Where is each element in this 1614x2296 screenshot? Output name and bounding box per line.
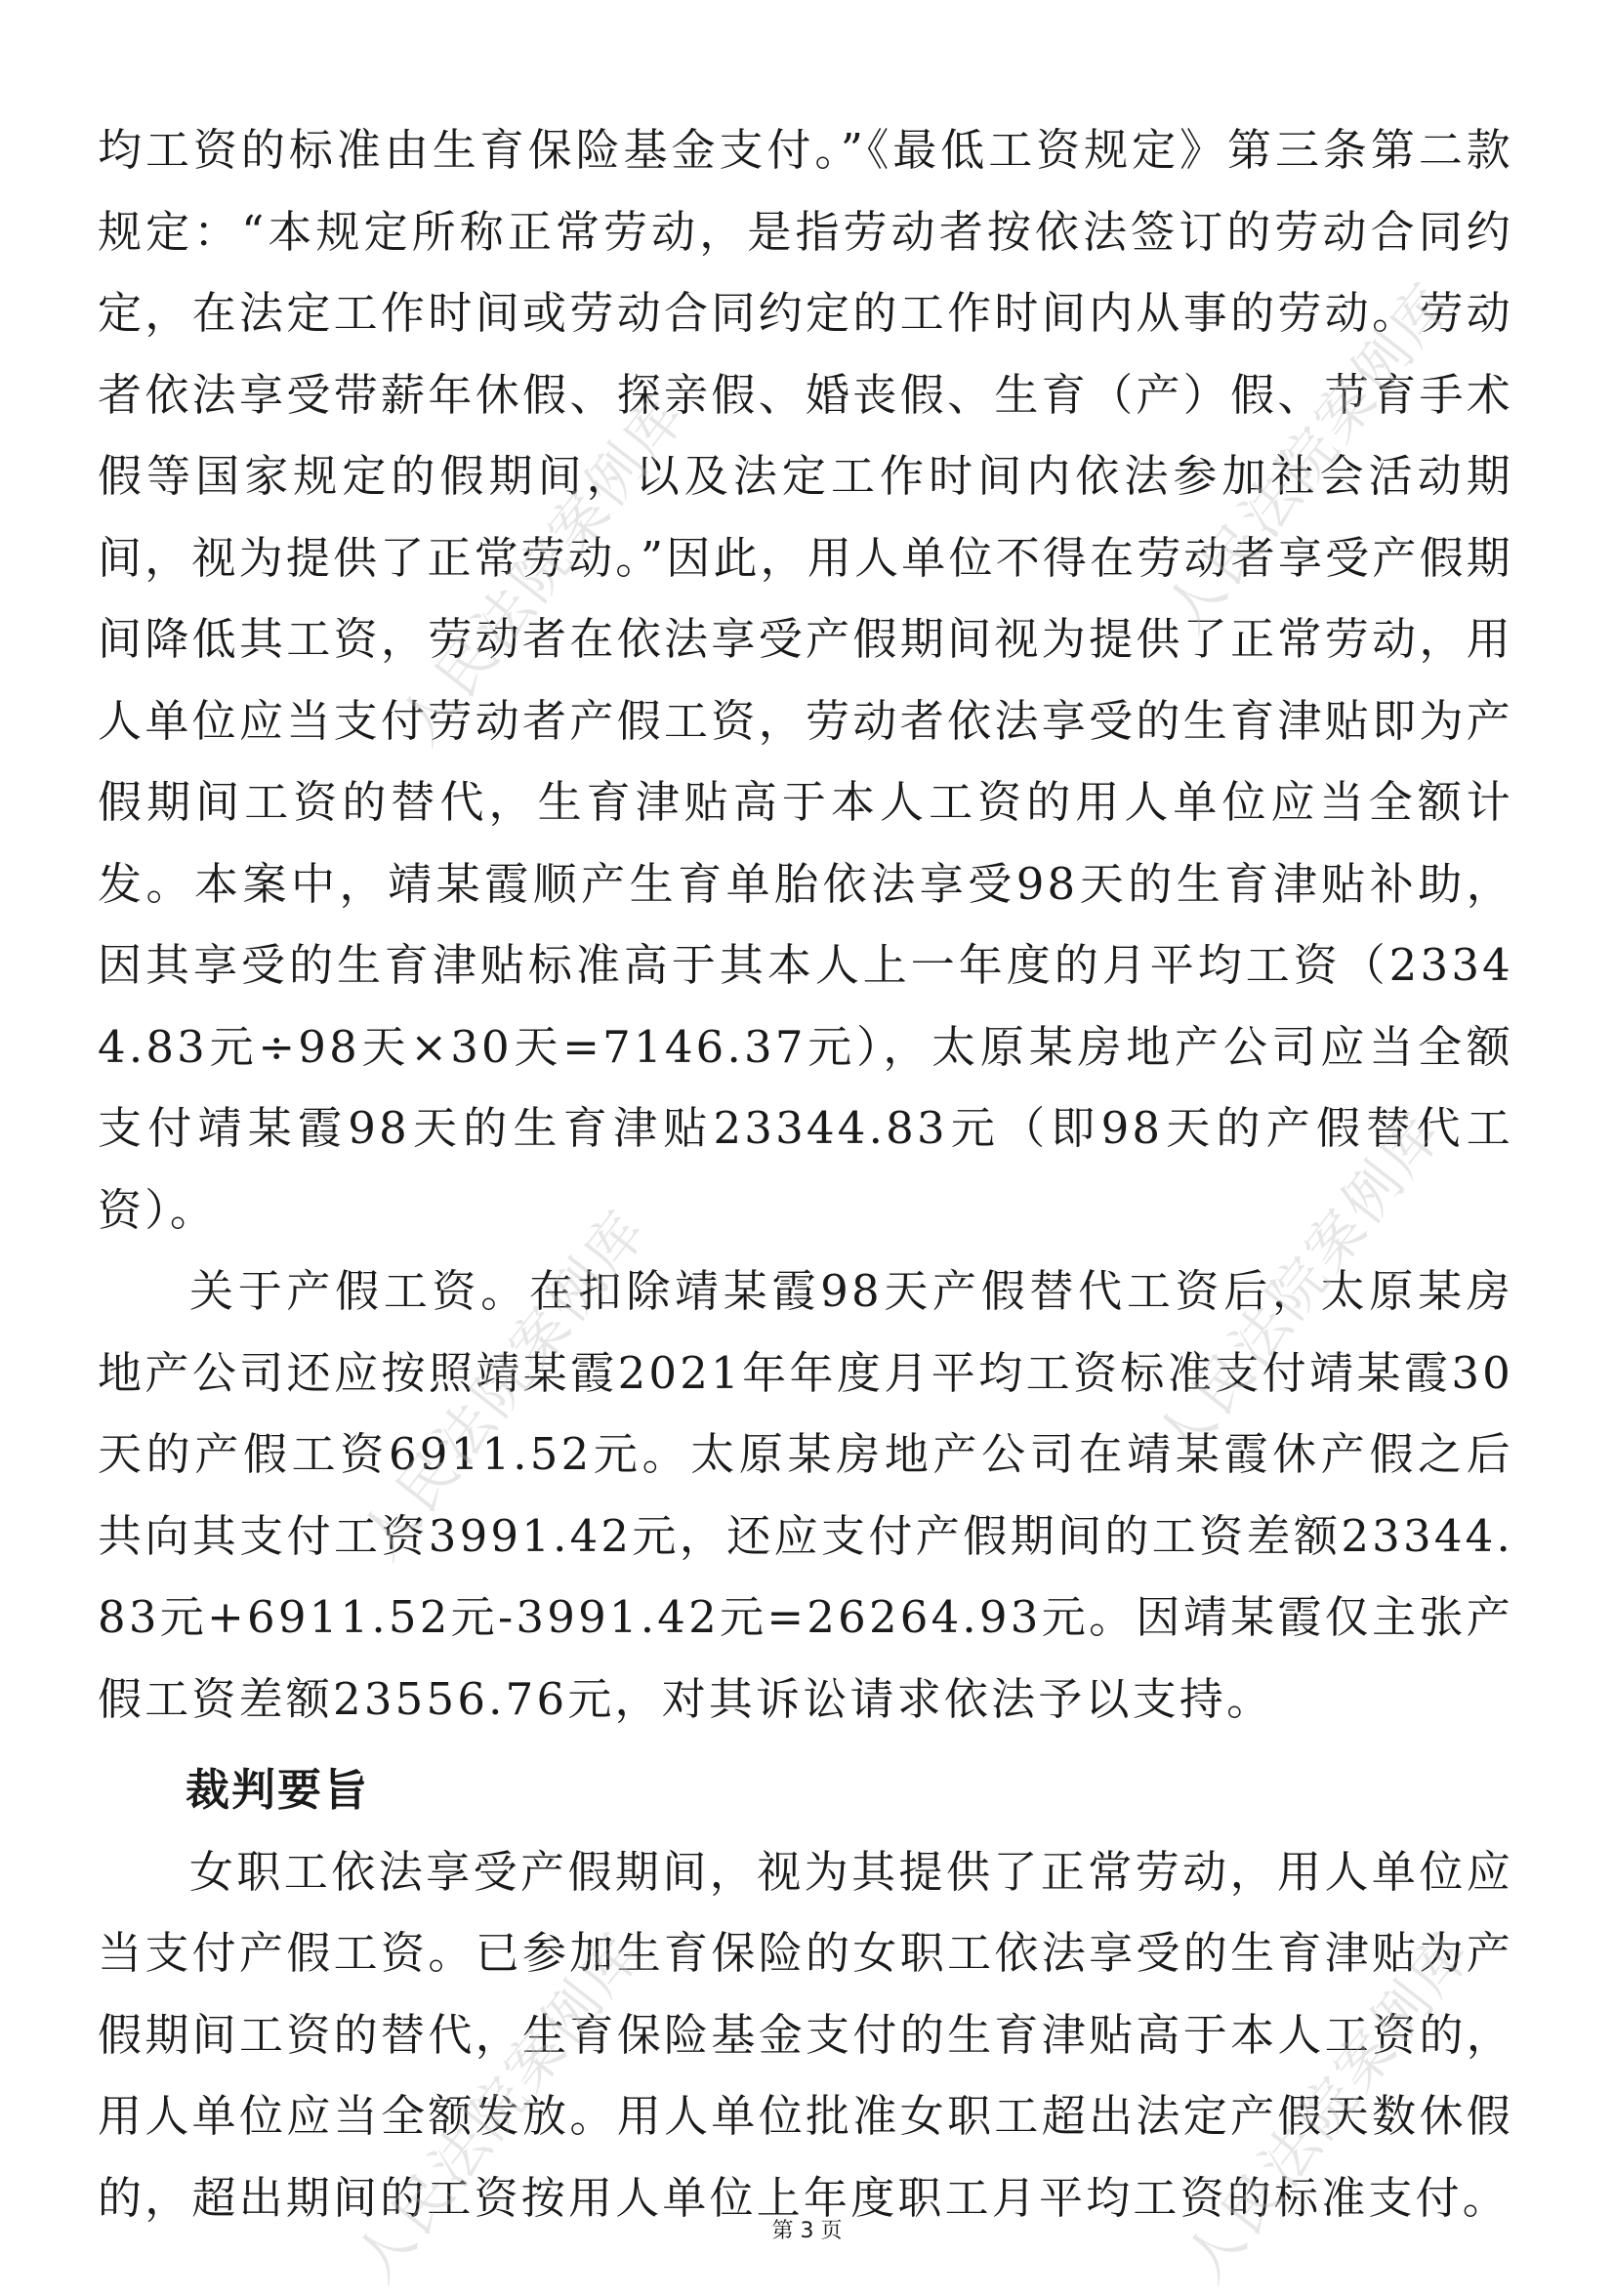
paragraph-maternity-wage: 关于产假工资。在扣除靖某霞98天产假替代工资后，太原某房地产公司还应按照靖某霞2021年年度月平均工资标准支付靖某霞30天的产假工资6911.52元。太原某房地产公司在靖某霞休产假之后共向其支付工资3991.42元，还应支付产假期间的工资差额23344.83元+6911.52元-3991.42元=26264.93元。因靖某霞仅主张产假工资差额23556.76元，对其诉讼请求依法予以支持。 (98, 1265, 1513, 1725)
paragraph-judgment-gist: 女职工依法享受产假期间，视为其提供了正常劳动，用人单位应当支付产假工资。已参加生育保险的女职工依法享受的生育津贴为产假期间工资的替代，生育保险基金支付的生育津贴高于本人工资的，用人单位应当全额发放。用人单位批准女职工超出法定产假天数休假的，超出期间的工资按用人单位上年度职工月平均工资的标准支付。 (98, 1845, 1513, 2224)
spacer (98, 1740, 1513, 1749)
watermark: 人民法院案例库 (386, 381, 700, 757)
watermark: 人民法院案例库 (342, 1918, 656, 2294)
watermark: 人民法院案例库 (347, 1196, 661, 1572)
section-heading-judgment-gist: 裁判要旨 (186, 1764, 370, 1816)
watermark: 人民法院案例库 (1152, 268, 1467, 644)
document-body (98, 109, 1513, 2238)
watermark: 人民法院案例库 (1142, 1098, 1457, 1474)
paragraph-continuation: 均工资的标准由生育保险基金支付。”《最低工资规定》第三条第二款规定：“本规定所称正常劳动，是指劳动者按依法签订的劳动合同约定，在法定工作时间或劳动合同约定的工作时间内从事的劳动。劳动者依法享受带薪年休假、探亲假、婚丧假、生育（产）假、节育手术假等国家规定的假期间，以及法定工作时间内依法参加社会活动期间，视为提供了正常劳动。”因此，用人单位不得在劳动者享受产假期间降低其工资，劳动者在依法享受产假期间视为提供了正常劳动，用人单位应当支付劳动者产假工资，劳动者依法享受的生育津贴即为产假期间工资的替代，生育津贴高于本人工资的用人单位应当全额计发。本案中，靖某霞顺产生育单胎依法享受98天的生育津贴补助，因其享受的生育津贴标准高于其本人上一年度的月平均工资（23344.83元÷98天×30天=7146.37元），太原某房地产公司应当全额支付靖某霞98天的生育津贴23344.83元（即98天的产假替代工资）。 (98, 124, 1513, 1236)
page-number: 第 3 页 (771, 2219, 843, 2243)
watermark: 人民法院案例库 (1172, 1918, 1486, 2294)
